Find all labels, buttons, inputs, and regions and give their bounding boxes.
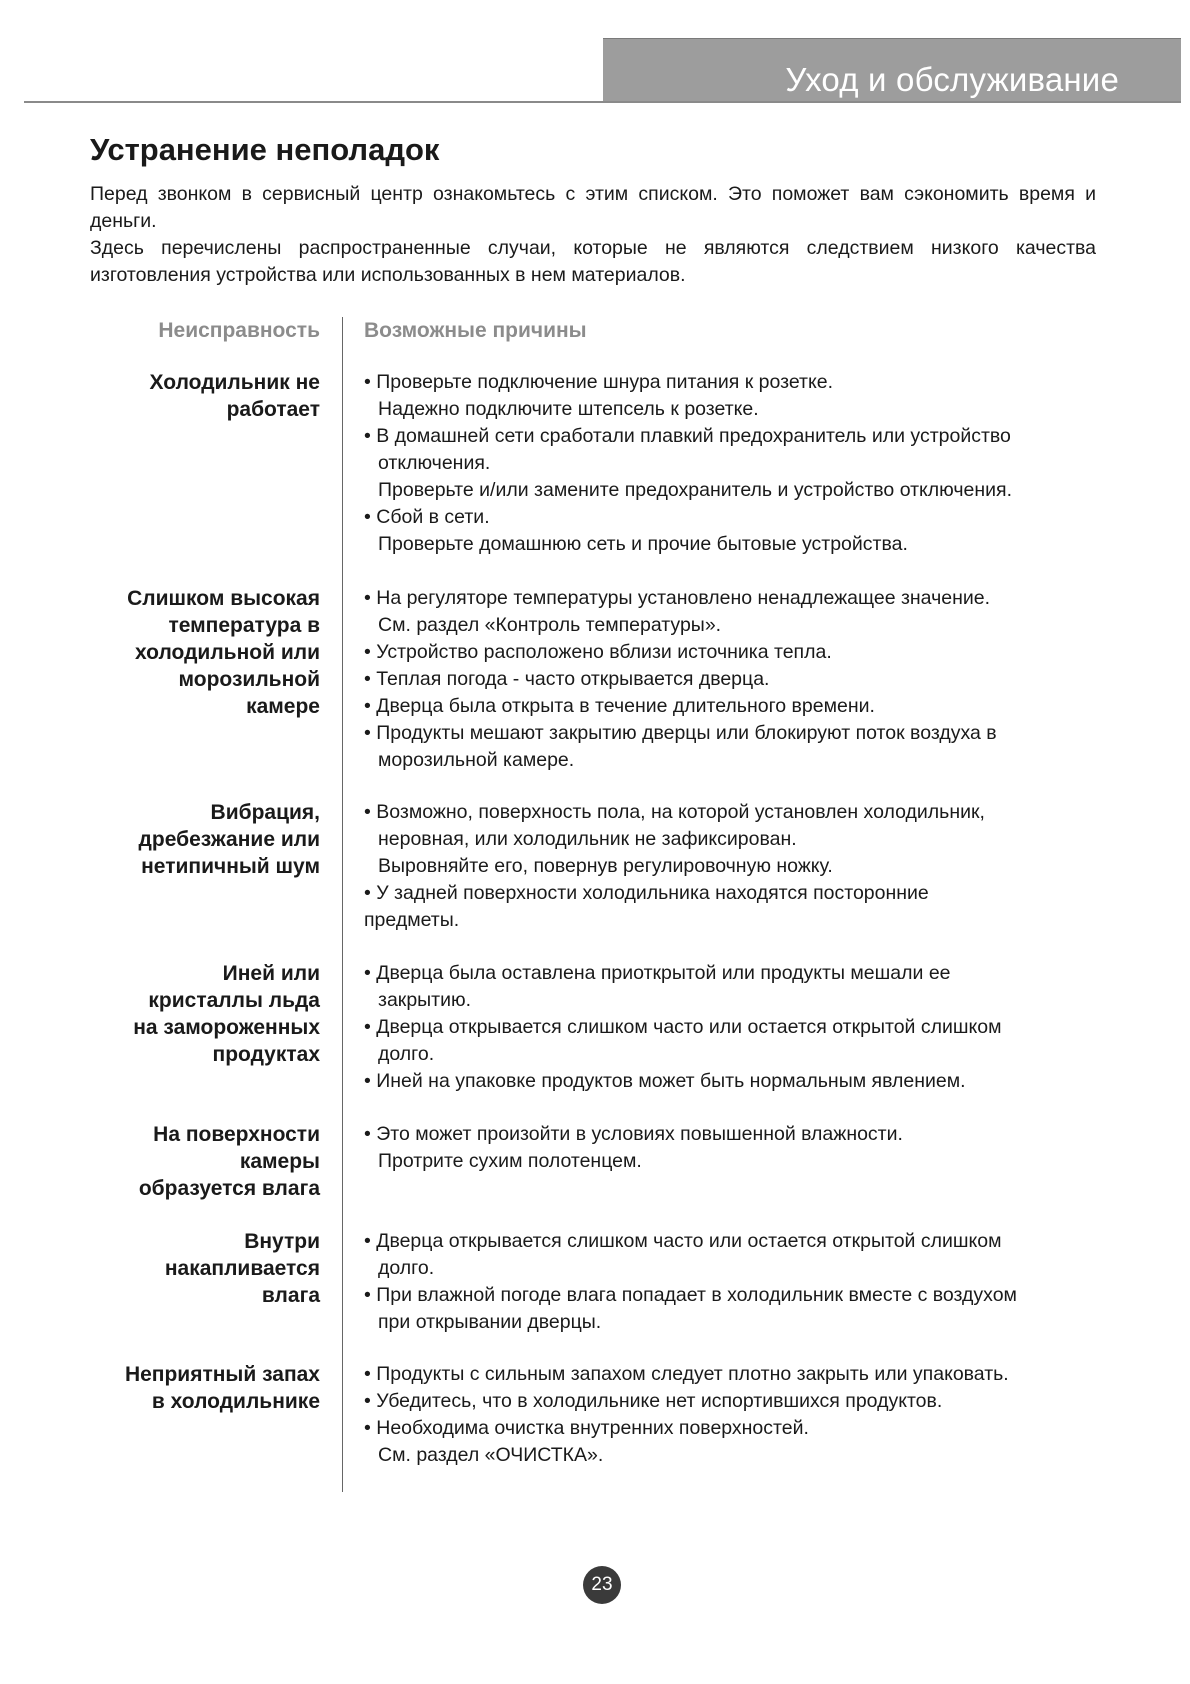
page-number: 23 bbox=[583, 1566, 621, 1604]
problem-label bbox=[60, 1228, 320, 1309]
cause-line: при открывании дверцы. bbox=[378, 1311, 602, 1333]
problem-line: морозильной bbox=[178, 668, 320, 691]
cause-line: • Это может произойти в условиях повышенной влажности. bbox=[364, 1123, 903, 1145]
problem-label bbox=[60, 1361, 320, 1415]
column-header-problem: Неисправность bbox=[158, 319, 320, 342]
cause-line: предметы. bbox=[364, 909, 460, 931]
cause-line: См. раздел «Контроль температуры». bbox=[378, 614, 722, 636]
header-rule bbox=[24, 101, 1181, 103]
problem-line: в холодильнике bbox=[151, 1390, 320, 1413]
cause-line: • Теплая погода - часто открывается дверца. bbox=[364, 668, 770, 690]
cause-line: закрытию. bbox=[378, 989, 472, 1011]
cause-line: • Продукты мешают закрытию дверцы или блокируют поток воздуха в bbox=[364, 722, 997, 744]
cause-line: • Дверца открывается слишком часто или остается открытой слишком bbox=[364, 1016, 1002, 1038]
problem-line: холодильной или bbox=[135, 641, 320, 664]
problem-line: работает bbox=[226, 398, 320, 421]
column-divider bbox=[342, 317, 343, 1492]
cause-line: Протрите сухим полотенцем. bbox=[378, 1150, 642, 1172]
cause-line: Проверьте и/или замените предохранитель и устройство отключения. bbox=[378, 479, 1013, 501]
cause-line: См. раздел «ОЧИСТКА». bbox=[378, 1444, 604, 1466]
problem-line: Вибрация, bbox=[210, 801, 320, 824]
cause-line: • На регуляторе температуры установлено ненадлежащее значение. bbox=[364, 587, 991, 609]
problem-label bbox=[60, 799, 320, 880]
cause-line: • Дверца была оставлена приоткрытой или продукты мешали ее bbox=[364, 962, 951, 984]
intro-text bbox=[90, 181, 1096, 289]
problem-label bbox=[60, 585, 320, 720]
problem-line: Иней или bbox=[222, 962, 320, 985]
causes-list bbox=[364, 1361, 1114, 1469]
column-header-causes: Возможные причины bbox=[364, 319, 587, 342]
problem-line: Слишком высокая bbox=[127, 587, 320, 610]
causes-list bbox=[364, 799, 1114, 934]
cause-line: долго. bbox=[378, 1043, 435, 1065]
problem-line: образуется влага bbox=[138, 1177, 320, 1200]
problem-line: камеры bbox=[239, 1150, 320, 1173]
causes-list bbox=[364, 960, 1114, 1095]
section-title: Уход и обслуживание bbox=[785, 61, 1119, 98]
causes-list bbox=[364, 1121, 1114, 1175]
problem-line: на замороженных bbox=[133, 1016, 320, 1039]
causes-list bbox=[364, 369, 1114, 558]
cause-line: • Сбой в сети. bbox=[364, 506, 490, 528]
cause-line: Выровняйте его, повернув регулировочную ножку. bbox=[378, 855, 833, 877]
causes-list bbox=[364, 1228, 1114, 1336]
cause-line: • Необходима очистка внутренних поверхностей. bbox=[364, 1417, 809, 1439]
problem-line: дребезжание или bbox=[138, 828, 320, 851]
cause-line: • Иней на упаковке продуктов может быть нормальным явлением. bbox=[364, 1070, 966, 1092]
cause-line: • Дверца открывается слишком часто или остается открытой слишком bbox=[364, 1230, 1002, 1252]
cause-line: • Убедитесь, что в холодильнике нет испортившихся продуктов. bbox=[364, 1390, 943, 1412]
cause-line: • Продукты с сильным запахом следует плотно закрыть или упаковать. bbox=[364, 1363, 1009, 1385]
cause-line: • Устройство расположено вблизи источника тепла. bbox=[364, 641, 832, 663]
problem-label bbox=[60, 1121, 320, 1202]
page-title: Устранение неполадок bbox=[90, 132, 440, 167]
cause-line: • У задней поверхности холодильника находятся посторонние bbox=[364, 882, 929, 904]
problem-line: Внутри bbox=[244, 1230, 320, 1253]
cause-line: Проверьте домашнюю сеть и прочие бытовые устройства. bbox=[378, 533, 908, 555]
cause-line: • Возможно, поверхность пола, на которой установлен холодильник, bbox=[364, 801, 985, 823]
problem-line: продуктах bbox=[212, 1043, 320, 1066]
problem-line: кристаллы льда bbox=[148, 989, 320, 1012]
cause-line: • Проверьте подключение шнура питания к розетке. bbox=[364, 371, 833, 393]
problem-line: влага bbox=[261, 1284, 320, 1307]
causes-list bbox=[364, 585, 1114, 774]
intro-paragraph: Перед звонком в сервисный центр ознакомьтесь с этим списком. Это поможет вам сэкономить время и деньги. bbox=[90, 183, 1096, 232]
cause-line: • Дверца была открыта в течение длительного времени. bbox=[364, 695, 875, 717]
cause-line: неровная, или холодильник не зафиксирован. bbox=[378, 828, 797, 850]
cause-line: отключения. bbox=[378, 452, 491, 474]
problem-label bbox=[60, 960, 320, 1068]
section-header-band bbox=[603, 38, 1181, 103]
cause-line: • В домашней сети сработали плавкий предохранитель или устройство bbox=[364, 425, 1011, 447]
cause-line: Надежно подключите штепсель к розетке. bbox=[378, 398, 759, 420]
cause-line: долго. bbox=[378, 1257, 435, 1279]
problem-line: Холодильник не bbox=[149, 371, 320, 394]
problem-line: Неприятный запах bbox=[124, 1363, 320, 1386]
intro-paragraph: Здесь перечислены распространенные случаи, которые не являются следствием низкого качества изготовления устройства или использованных в нем материалов. bbox=[90, 237, 1096, 286]
cause-line: • При влажной погоде влага попадает в холодильник вместе с воздухом bbox=[364, 1284, 1017, 1306]
problem-line: камере bbox=[246, 695, 320, 718]
problem-line: нетипичный шум bbox=[141, 855, 320, 878]
problem-label bbox=[60, 369, 320, 423]
problem-line: температура в bbox=[168, 614, 320, 637]
cause-line: морозильной камере. bbox=[378, 749, 575, 771]
problem-line: накапливается bbox=[164, 1257, 320, 1280]
problem-line: На поверхности bbox=[153, 1123, 320, 1146]
